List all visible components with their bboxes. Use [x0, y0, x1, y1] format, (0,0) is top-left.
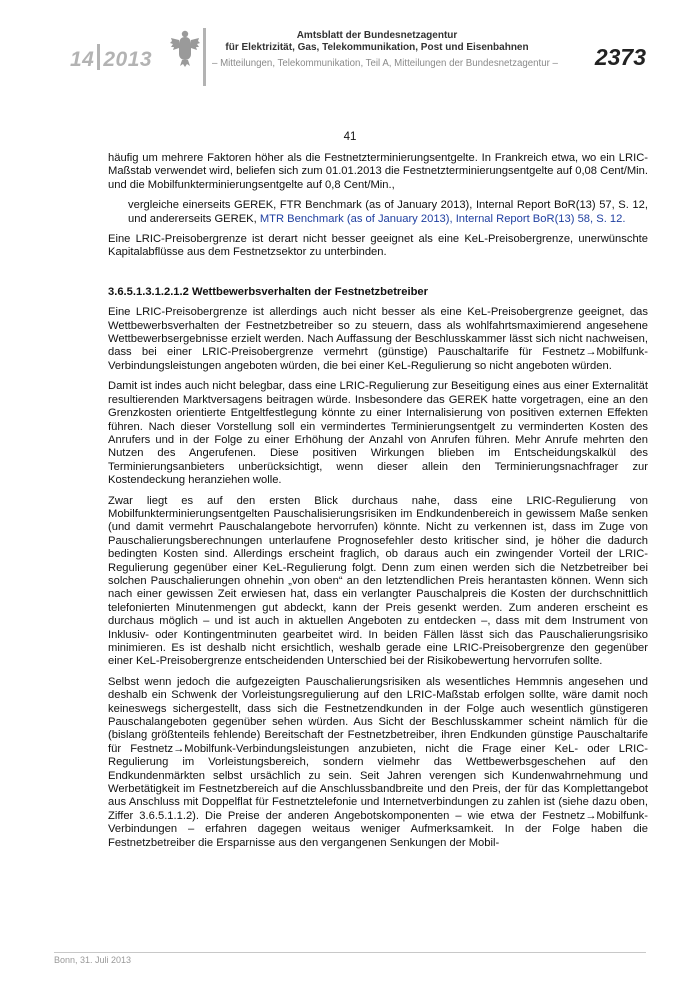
- document-page-number: 41: [343, 131, 357, 143]
- gazette-title-line2: für Elektrizität, Gas, Telekommunikation, Post und Eisenbahnen: [225, 42, 529, 53]
- issue-separator: [97, 44, 100, 70]
- footer-date: Bonn, 31. Juli 2013: [54, 955, 132, 965]
- paragraph-1: häufig um mehrere Faktoren höher als die Festnetzterminierungsentgelte. In Frankreich etwa, wo ein LRIC-Maßstab verwendet wird, beliefen sich zum 01.01.2013 die Festnetzterminierungsentgelte auf 0,08 Cent/Min. und die Mobilfunkterminierungsentgelte auf 0,8 Cent/Min.,: [108, 152, 648, 191]
- gazette-title: [212, 30, 542, 54]
- gazette-page-number: 2373: [594, 44, 646, 70]
- paragraph-4: Damit ist indes auch nicht belegbar, dass eine LRIC-Regulierung zur Beseitigung eines aus einer Externalität resultierenden Marktversagens beitragen würde. Insbesondere das GEREK hatte vorgetragen, eine an den Grenzkosten orientierte Entgeltfestlegung könnte zu einer Internalisierung von positiven externen Effekten führen. Nach dieser Vorstellung soll ein vermindertes Terminierungsentgelt zu verminderten Kosten des Anrufers und in der Folge zu einer Erhöhung der Anzahl von Anrufen führen. Mehr Anrufe mehrten den Nutzen des Angerufenen. Diese positiven Wirkungen blieben im Entscheidungskalkül des Terminierungsanbieters unberücksichtigt, wenn dieser allein den Terminierungsnachfrager zur Kostendeckung heranziehen wolle.: [108, 380, 648, 487]
- issue-no: 14: [70, 48, 95, 71]
- federal-eagle-icon: [170, 28, 200, 68]
- section-heading: 3.6.5.1.3.1.2.1.2 Wettbewerbsverhalten der Festnetzbetreiber: [108, 285, 429, 298]
- document-body: [108, 152, 648, 857]
- paragraph-5: Zwar liegt es auf den ersten Blick durchaus nahe, dass eine LRIC-Regulierung von Mobilfunkterminierungsentgelten Pauschalisierungsrisiken im Endkundenbereich in gewissem Maße senken (und damit vermehrt Pauschalangebote hervorrufen) könnte. Nicht zu verkennen ist, dass im Zuge von Pauschalierungsberechnungen unterlaufene Prognosefehler desto kritischer sind, je höher die dadurch bedingten Kosten sind. Allerdings erscheint fraglich, ob daraus auch ein zwingender Vorteil der LRIC-Regulierung gegenüber einer KeL-Regulierung folgt. Denn zum einen werden sich die Netzbetreiber bei solchen Pauschalierungen ohnehin „von oben“ an den letztendlichen Preis herantasten können. Wenn sich nach einer gewissen Zeit erwiesen hat, dass ein verlangter Pauschalpreis die Kosten der durchschnittlich telefonierten Minutenmengen gut abdeckt, kann der Preis gesenkt werden. Zum anderen erscheint es durchaus möglich – und ist auch in aktuellen Angeboten zu entdecken –, dass mit dem Instrument von Inklusiv- oder Kontingentminuten gearbeitet wird. In beiden Fällen lässt sich das Pauschalierungsrisiko minimieren. Es ist deshalb nicht ersichtlich, weshalb gerade eine LRIC-Preisobergrenze den gegenüber einer KeL-Preisobergrenze entscheidenden Unterschied bei der Risikobewertung hervorrufen sollte.: [108, 494, 648, 668]
- paragraph-3: Eine LRIC-Preisobergrenze ist allerdings auch nicht besser als eine KeL-Preisobergrenze geeignet, das Wettbewerbsverhalten der Festnetzbetreiber so zu steuern, dass als wohlfahrtsmaximierend angesehene Wettbewerbsergebnisse erzielt werden. Nach Auffassung der Beschlusskammer lässt sich nicht nachweisen, dass bei einer LRIC-Preisobergrenze vermehrt (günstige) Pauschaltarife für Festnetz→Mobilfunk-Verbindungsleistungen angeboten würden, die bei einer KeL-Regulierung so nicht angeboten würden.: [108, 306, 648, 372]
- gazette-title-line1: Amtsblatt der Bundesnetzagentur: [296, 30, 458, 41]
- issue-number: [70, 44, 152, 72]
- citation-text: vergleiche einerseits GEREK, FTR Benchmark (as of January 2013), Internal Report BoR(13) 57, S. 12, und andererseits GEREK,: [128, 199, 648, 225]
- issue-year: 2013: [103, 48, 153, 71]
- gazette-subtitle: – Mitteilungen, Telekommunikation, Teil A, Mitteilungen der Bundesnetzagentur –: [212, 58, 558, 69]
- header-divider: [203, 28, 206, 86]
- paragraph-6: Selbst wenn jedoch die aufgezeigten Pauschalierungsrisiken als wesentliches Hemmnis angesehen und deshalb ein Schwenk der Vorleistungsregulierung auf den LRIC-Maßstab erfolgen sollte, wäre damit noch keineswegs sichergestellt, dass sich die Festnetzendkunden in der Folge auch wesentlich günstigeren Pauschalangeboten gegenüber sehen würden. Aus Sicht der Beschlusskammer scheint nämlich für die (bislang größtenteils fehlende) Bereitschaft der Festnetzbetreiber, ihren Endkunden günstige Pauschaltarife für Festnetz→Mobilfunk-Verbindungsleistungen anzubieten, nicht die Frage einer KeL- oder LRIC-Regulierung im Vorleistungsbereich, sondern vielmehr das Wettbewerbsgeschehen auf den Endkundenmärkten selbst ursächlich zu sein. Seit Jahren verengen sich Kundenwahrnehmung und Werbetätigkeit im Festnetzbereich auf die Anschlussbandbreite und den Preis, der für das Komplettangebot aus Anschluss mit Doppelflat für Festnetztelefonie und Internetverbindungen zu zahlen ist (siehe dazu oben, Ziffer 3.6.5.1.1.2). Die Preise der anderen Angebotskomponenten – wie etwa der Festnetz→Mobilfunk-Verbindungen – erfahren dagegen weitaus weniger Aufmerksamkeit. In der Folge haben die Festnetzbetreiber die Ersparnisse aus den vergangenen Senkungen der Mobil-: [108, 675, 648, 849]
- citation-quote: [128, 199, 648, 226]
- paragraph-2: Eine LRIC-Preisobergrenze ist derart nicht besser geeignet als eine KeL-Preisobergrenze, unerwünschte Kapitalabflüsse aus dem Festnetzsektor zu unterbinden.: [108, 233, 648, 259]
- footer-divider: [54, 952, 646, 953]
- citation-link[interactable]: MTR Benchmark (as of January 2013), Internal Report BoR(13) 58, S. 12.: [259, 212, 626, 225]
